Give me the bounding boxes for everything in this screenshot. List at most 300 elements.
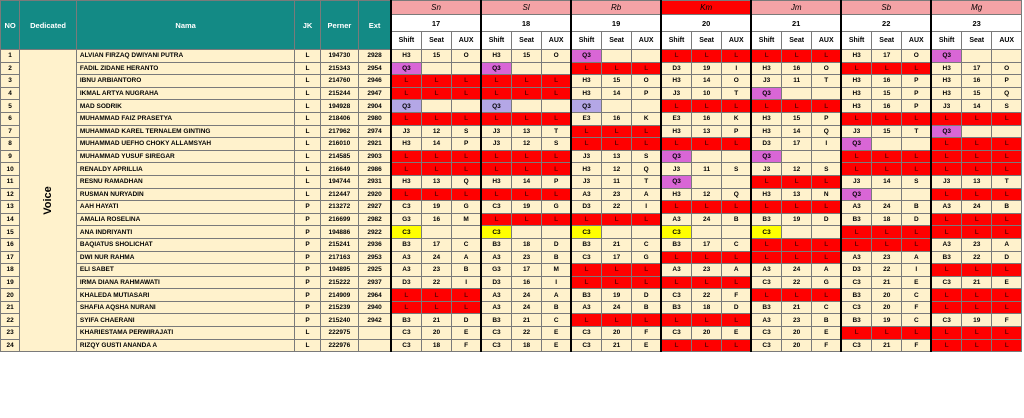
shift-cell: H3	[481, 50, 511, 63]
seat-cell: L	[421, 150, 451, 163]
aux-cell: L	[902, 163, 931, 176]
aux-cell: L	[812, 201, 841, 214]
day-number-header: 19	[571, 15, 661, 32]
aux-cell	[542, 62, 571, 75]
row-number: 2	[1, 62, 20, 75]
seat-cell: 16	[421, 213, 451, 226]
seat-cell: 16	[872, 100, 902, 113]
employee-perner: 212447	[320, 188, 358, 201]
seat-cell: 21	[601, 339, 631, 352]
employee-gender: P	[295, 301, 320, 314]
aux-cell	[542, 100, 571, 113]
row-number: 22	[1, 314, 20, 327]
shift-cell: J3	[751, 75, 781, 88]
employee-perner: 222975	[320, 327, 358, 340]
employee-perner: 194895	[320, 264, 358, 277]
shift-cell: A3	[931, 238, 961, 251]
seat-cell	[601, 100, 631, 113]
employee-name: MAD SODRIK	[76, 100, 295, 113]
aux-cell: L	[542, 163, 571, 176]
aux-cell: B	[542, 301, 571, 314]
seat-cell: 11	[691, 163, 721, 176]
seat-cell: 13	[511, 125, 541, 138]
seat-cell: L	[872, 163, 902, 176]
aux-cell: L	[632, 276, 661, 289]
header-perner: Perner	[320, 1, 358, 50]
seat-cell	[421, 226, 451, 239]
seat-cell: 14	[872, 175, 902, 188]
aux-cell: S	[452, 125, 481, 138]
shift-cell: C3	[481, 226, 511, 239]
seat-cell: 19	[782, 213, 812, 226]
row-number: 18	[1, 264, 20, 277]
seat-cell: 14	[782, 125, 812, 138]
aux-cell: T	[902, 125, 931, 138]
seat-cell: 11	[782, 75, 812, 88]
aux-cell: E	[452, 327, 481, 340]
aux-cell: L	[632, 264, 661, 277]
aux-cell: O	[542, 50, 571, 63]
sub-header-seat: Seat	[511, 32, 541, 50]
seat-cell: 14	[511, 175, 541, 188]
aux-cell: L	[452, 87, 481, 100]
employee-perner: 216649	[320, 163, 358, 176]
seat-cell: 20	[782, 339, 812, 352]
shift-cell: B3	[751, 213, 781, 226]
employee-name: ALVIAN FIRZAQ DWIYANI PUTRA	[76, 50, 295, 63]
shift-cell: L	[481, 150, 511, 163]
employee-perner: 222976	[320, 339, 358, 352]
aux-cell: L	[992, 150, 1022, 163]
shift-cell: H3	[391, 138, 421, 151]
seat-cell: 14	[421, 138, 451, 151]
aux-cell: L	[722, 314, 751, 327]
aux-cell	[812, 150, 841, 163]
day-name-header: Mg	[931, 1, 1021, 15]
shift-cell: A3	[841, 251, 871, 264]
seat-cell: L	[872, 62, 902, 75]
seat-cell: 20	[872, 289, 902, 302]
seat-cell	[691, 226, 721, 239]
shift-cell: C3	[481, 327, 511, 340]
aux-cell: L	[992, 213, 1022, 226]
shift-cell: H3	[931, 75, 961, 88]
employee-ext: 2931	[359, 175, 391, 188]
seat-cell	[421, 100, 451, 113]
seat-cell	[511, 226, 541, 239]
seat-cell: L	[691, 50, 721, 63]
aux-cell: L	[452, 289, 481, 302]
aux-cell: C	[722, 238, 751, 251]
day-number-header: 18	[481, 15, 571, 32]
shift-cell: H3	[751, 112, 781, 125]
aux-cell: L	[632, 314, 661, 327]
shift-cell: L	[391, 301, 421, 314]
seat-cell: L	[872, 226, 902, 239]
seat-cell: L	[421, 301, 451, 314]
employee-perner: 215239	[320, 301, 358, 314]
employee-ext: 2925	[359, 264, 391, 277]
row-number: 4	[1, 87, 20, 100]
employee-name: FADIL ZIDANE HERANTO	[76, 62, 295, 75]
aux-cell	[722, 175, 751, 188]
aux-cell: O	[902, 50, 931, 63]
seat-cell: L	[962, 138, 992, 151]
shift-cell: L	[481, 188, 511, 201]
aux-cell: G	[632, 251, 661, 264]
employee-perner: 215244	[320, 87, 358, 100]
shift-cell: A3	[751, 264, 781, 277]
shift-cell: L	[571, 276, 601, 289]
sub-header-shift: Shift	[931, 32, 961, 50]
employee-ext: 2980	[359, 112, 391, 125]
aux-cell: L	[902, 226, 931, 239]
aux-cell	[452, 100, 481, 113]
aux-cell: I	[632, 201, 661, 214]
table-row	[1, 150, 1022, 163]
aux-cell: E	[902, 276, 931, 289]
day-name-header: Sn	[391, 1, 481, 15]
aux-cell: S	[902, 175, 931, 188]
employee-ext: 2982	[359, 213, 391, 226]
employee-gender: L	[295, 50, 320, 63]
shift-cell: L	[481, 213, 511, 226]
shift-cell: L	[751, 201, 781, 214]
employee-perner: 213272	[320, 201, 358, 214]
aux-cell	[542, 226, 571, 239]
shift-cell: C3	[931, 314, 961, 327]
day-name-header: Jm	[751, 1, 841, 15]
shift-cell: L	[391, 289, 421, 302]
row-number: 6	[1, 112, 20, 125]
employee-name: RESNU RAMADHAN	[76, 175, 295, 188]
seat-cell: L	[691, 276, 721, 289]
aux-cell	[722, 226, 751, 239]
shift-cell: B3	[571, 238, 601, 251]
employee-ext: 2922	[359, 226, 391, 239]
table-row	[1, 112, 1022, 125]
aux-cell: A	[812, 264, 841, 277]
aux-cell: L	[902, 327, 931, 340]
aux-cell: K	[632, 112, 661, 125]
shift-cell: L	[391, 188, 421, 201]
seat-cell: 17	[421, 238, 451, 251]
employee-perner: 215343	[320, 62, 358, 75]
aux-cell: Q	[722, 188, 751, 201]
employee-gender: L	[295, 138, 320, 151]
shift-cell: J3	[481, 125, 511, 138]
aux-cell: L	[722, 276, 751, 289]
seat-cell: L	[782, 50, 812, 63]
seat-cell: 21	[962, 276, 992, 289]
day-number-header: 23	[931, 15, 1021, 32]
employee-gender: L	[295, 62, 320, 75]
seat-cell: L	[782, 251, 812, 264]
aux-cell: T	[722, 87, 751, 100]
shift-cell: L	[391, 163, 421, 176]
seat-cell: 14	[691, 75, 721, 88]
aux-cell: L	[722, 251, 751, 264]
aux-cell: L	[632, 138, 661, 151]
employee-ext	[359, 339, 391, 352]
seat-cell	[511, 100, 541, 113]
shift-cell: B3	[751, 301, 781, 314]
aux-cell: L	[812, 50, 841, 63]
shift-cell: C3	[751, 226, 781, 239]
aux-cell: B	[632, 301, 661, 314]
shift-cell: J3	[661, 163, 691, 176]
sub-header-shift: Shift	[571, 32, 601, 50]
day-name-header: Rb	[571, 1, 661, 15]
employee-perner: 214760	[320, 75, 358, 88]
seat-cell: 23	[601, 188, 631, 201]
table-row	[1, 100, 1022, 113]
shift-cell: L	[661, 339, 691, 352]
shift-cell: Q3	[841, 188, 871, 201]
aux-cell: E	[992, 276, 1022, 289]
shift-cell: L	[661, 276, 691, 289]
aux-cell: L	[542, 213, 571, 226]
shift-cell: H3	[751, 188, 781, 201]
shift-cell: L	[391, 75, 421, 88]
employee-gender: P	[295, 201, 320, 214]
seat-cell: L	[962, 163, 992, 176]
seat-cell: L	[601, 213, 631, 226]
shift-cell: C3	[571, 251, 601, 264]
seat-cell: 19	[962, 314, 992, 327]
day-number-header: 17	[391, 15, 481, 32]
seat-cell: L	[782, 238, 812, 251]
shift-cell: J3	[931, 175, 961, 188]
aux-cell: L	[452, 163, 481, 176]
seat-cell: 14	[962, 100, 992, 113]
seat-cell	[962, 50, 992, 63]
shift-cell: L	[931, 339, 961, 352]
employee-name: BAQIATUS SHOLICHAT	[76, 238, 295, 251]
row-number: 10	[1, 163, 20, 176]
shift-cell: A3	[661, 264, 691, 277]
aux-cell	[992, 125, 1022, 138]
employee-name: SYIFA CHAERANI	[76, 314, 295, 327]
aux-cell: L	[542, 112, 571, 125]
seat-cell: 15	[601, 75, 631, 88]
shift-cell: H3	[571, 87, 601, 100]
header-jk: JK	[295, 1, 320, 50]
employee-ext: 2953	[359, 251, 391, 264]
aux-cell	[632, 50, 661, 63]
employee-name: MUHAMMAD FAIZ PRASETYA	[76, 112, 295, 125]
employee-gender: L	[295, 188, 320, 201]
shift-cell: H3	[661, 75, 691, 88]
shift-cell: B3	[841, 314, 871, 327]
shift-cell: Q3	[571, 50, 601, 63]
employee-ext: 2974	[359, 125, 391, 138]
employee-perner: 216010	[320, 138, 358, 151]
row-number: 16	[1, 238, 20, 251]
aux-cell: E	[542, 339, 571, 352]
shift-cell: D3	[391, 276, 421, 289]
seat-cell	[872, 188, 902, 201]
aux-cell: L	[992, 301, 1022, 314]
seat-cell: L	[601, 138, 631, 151]
sub-header-shift: Shift	[841, 32, 871, 50]
aux-cell: L	[992, 327, 1022, 340]
dedicated-group-label: Voice	[41, 185, 54, 215]
shift-cell: J3	[481, 138, 511, 151]
employee-gender: L	[295, 125, 320, 138]
seat-cell: 12	[601, 163, 631, 176]
seat-cell: 20	[601, 327, 631, 340]
sub-header-seat: Seat	[962, 32, 992, 50]
shift-cell: L	[931, 112, 961, 125]
seat-cell: 23	[691, 264, 721, 277]
shift-cell: L	[571, 138, 601, 151]
shift-cell: L	[931, 213, 961, 226]
employee-gender: P	[295, 264, 320, 277]
shift-cell: E3	[661, 112, 691, 125]
sub-header-aux: AUX	[452, 32, 481, 50]
seat-cell: L	[421, 75, 451, 88]
shift-cell: B3	[391, 238, 421, 251]
seat-cell: 11	[601, 175, 631, 188]
row-number: 9	[1, 150, 20, 163]
shift-cell: L	[661, 314, 691, 327]
sub-header-seat: Seat	[782, 32, 812, 50]
aux-cell: N	[812, 188, 841, 201]
row-number: 3	[1, 75, 20, 88]
shift-cell: H3	[391, 50, 421, 63]
aux-cell: L	[812, 251, 841, 264]
aux-cell: L	[902, 238, 931, 251]
shift-cell: C3	[841, 339, 871, 352]
employee-gender: L	[295, 327, 320, 340]
aux-cell: L	[722, 100, 751, 113]
dedicated-group-cell	[20, 50, 77, 352]
shift-cell: L	[571, 125, 601, 138]
aux-cell: P	[902, 100, 931, 113]
aux-cell	[632, 226, 661, 239]
aux-cell: P	[902, 75, 931, 88]
employee-perner: 217163	[320, 251, 358, 264]
row-number: 14	[1, 213, 20, 226]
employee-ext: 2921	[359, 138, 391, 151]
aux-cell: C	[542, 314, 571, 327]
seat-cell: 15	[782, 112, 812, 125]
shift-cell: L	[661, 138, 691, 151]
shift-cell: Q3	[751, 87, 781, 100]
seat-cell: L	[872, 112, 902, 125]
employee-ext: 2936	[359, 238, 391, 251]
aux-cell: M	[542, 264, 571, 277]
shift-cell: D3	[841, 264, 871, 277]
aux-cell: I	[452, 276, 481, 289]
aux-cell	[812, 87, 841, 100]
employee-name: AMALIA ROSELINA	[76, 213, 295, 226]
seat-cell	[962, 125, 992, 138]
aux-cell: L	[812, 100, 841, 113]
seat-cell	[782, 87, 812, 100]
seat-cell: 13	[962, 175, 992, 188]
seat-cell: 22	[601, 201, 631, 214]
shift-cell: L	[751, 289, 781, 302]
shift-cell: L	[841, 327, 871, 340]
shift-cell: L	[931, 289, 961, 302]
row-number: 19	[1, 276, 20, 289]
employee-name: RUSMAN NURYADIN	[76, 188, 295, 201]
shift-cell: L	[931, 163, 961, 176]
aux-cell: O	[632, 75, 661, 88]
seat-cell: 19	[691, 62, 721, 75]
aux-cell: D	[812, 213, 841, 226]
sub-header-aux: AUX	[902, 32, 931, 50]
table-row	[1, 289, 1022, 302]
shift-cell: L	[751, 50, 781, 63]
shift-cell: L	[391, 150, 421, 163]
employee-gender: L	[295, 100, 320, 113]
table-row	[1, 251, 1022, 264]
seat-cell: 15	[511, 50, 541, 63]
row-number: 11	[1, 175, 20, 188]
shift-cell: H3	[841, 100, 871, 113]
aux-cell: G	[542, 201, 571, 214]
aux-cell: T	[812, 75, 841, 88]
shift-cell: L	[751, 251, 781, 264]
aux-cell: L	[992, 188, 1022, 201]
aux-cell: Q	[452, 175, 481, 188]
aux-cell: A	[542, 289, 571, 302]
seat-cell	[421, 62, 451, 75]
employee-perner: 215241	[320, 238, 358, 251]
seat-cell: 24	[601, 301, 631, 314]
employee-perner: 194928	[320, 100, 358, 113]
seat-cell: 15	[872, 125, 902, 138]
table-row	[1, 62, 1022, 75]
shift-cell: Q3	[391, 62, 421, 75]
seat-cell: L	[691, 201, 721, 214]
shift-cell: L	[661, 201, 691, 214]
seat-cell: L	[511, 163, 541, 176]
employee-name: MUHAMMAD KAREL TERNALEM GINTING	[76, 125, 295, 138]
employee-ext: 2942	[359, 314, 391, 327]
table-row	[1, 138, 1022, 151]
shift-cell: C3	[751, 276, 781, 289]
row-number: 20	[1, 289, 20, 302]
seat-cell: 15	[872, 87, 902, 100]
seat-cell: 24	[511, 301, 541, 314]
employee-perner: 194744	[320, 175, 358, 188]
aux-cell: L	[812, 238, 841, 251]
seat-cell: 18	[872, 213, 902, 226]
shift-cell: Q3	[481, 62, 511, 75]
employee-gender: P	[295, 226, 320, 239]
seat-cell: L	[962, 289, 992, 302]
aux-cell: K	[722, 112, 751, 125]
seat-cell	[872, 138, 902, 151]
seat-cell: 17	[782, 138, 812, 151]
seat-cell: 17	[872, 50, 902, 63]
aux-cell: L	[632, 213, 661, 226]
shift-cell: L	[391, 112, 421, 125]
shift-cell: C3	[841, 276, 871, 289]
shift-cell: C3	[391, 201, 421, 214]
shift-cell: Q3	[931, 50, 961, 63]
aux-cell: D	[632, 289, 661, 302]
employee-ext: 2920	[359, 188, 391, 201]
aux-cell: F	[992, 314, 1022, 327]
seat-cell: L	[962, 327, 992, 340]
aux-cell: L	[722, 50, 751, 63]
employee-perner: 194730	[320, 50, 358, 63]
